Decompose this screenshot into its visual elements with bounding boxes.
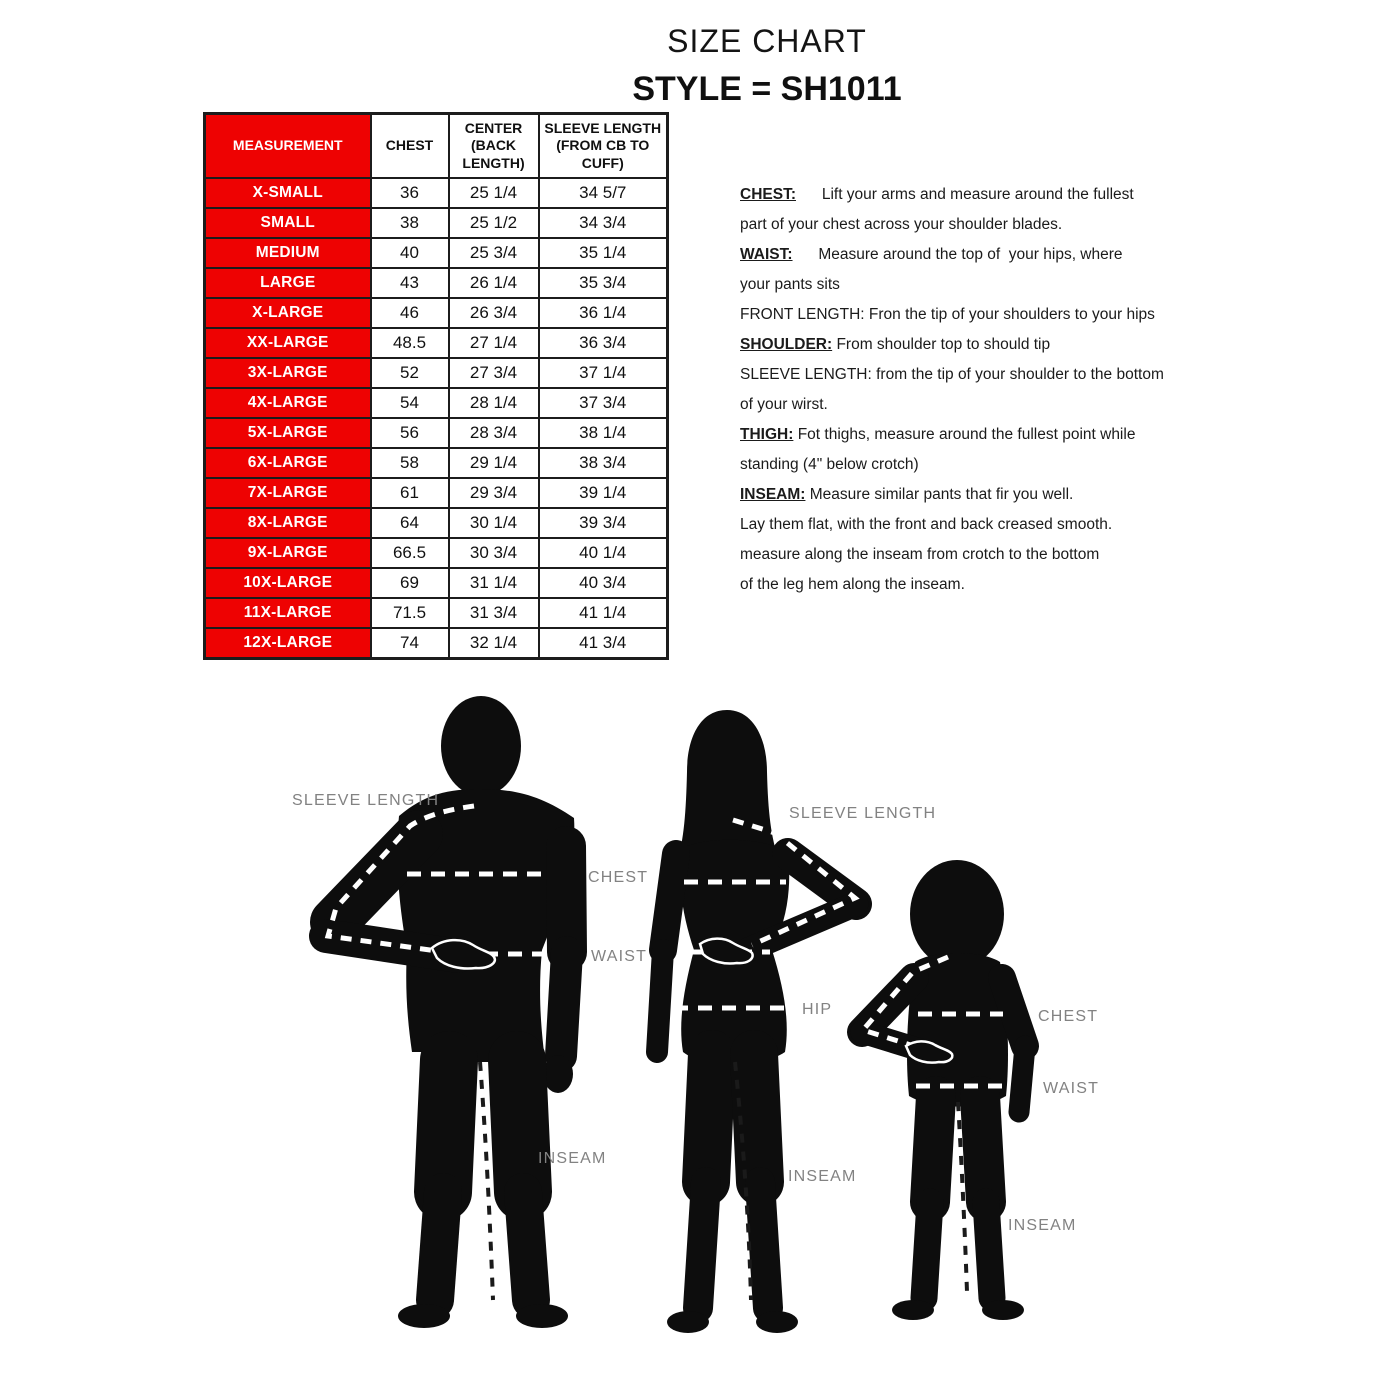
sleeve-cell: 39 3/4 <box>539 508 668 538</box>
table-row <box>205 328 668 358</box>
chest-cell: 43 <box>371 268 449 298</box>
size-table <box>203 112 669 660</box>
man-left-calf <box>435 1192 443 1300</box>
size-cell: X-LARGE <box>205 298 371 328</box>
chest-cell: 48.5 <box>371 328 449 358</box>
table-row <box>205 598 668 628</box>
instruction-line <box>740 330 1200 360</box>
center-back-cell: 29 3/4 <box>449 478 539 508</box>
size-cell: 9X-LARGE <box>205 538 371 568</box>
size-cell: 10X-LARGE <box>205 568 371 598</box>
man-silhouette <box>292 696 648 1328</box>
man-head <box>441 696 521 796</box>
table-row <box>205 388 668 418</box>
sleeve-cell: 36 3/4 <box>539 328 668 358</box>
sleeve-cell: 37 3/4 <box>539 388 668 418</box>
size-cell: 11X-LARGE <box>205 598 371 628</box>
size-cell: 7X-LARGE <box>205 478 371 508</box>
child-waist-label: WAIST <box>1043 1080 1100 1097</box>
table-row <box>205 358 668 388</box>
sleeve-cell: 38 3/4 <box>539 448 668 478</box>
man-right-forearm <box>561 952 567 1056</box>
size-cell: 6X-LARGE <box>205 448 371 478</box>
center-back-cell: 27 1/4 <box>449 328 539 358</box>
size-cell: LARGE <box>205 268 371 298</box>
instruction-text: your pants sits <box>740 276 840 293</box>
center-back-cell: 26 3/4 <box>449 298 539 328</box>
size-cell: SMALL <box>205 208 371 238</box>
col-header-sleeve-length: SLEEVE LENGTH (FROM CB TO CUFF) <box>539 114 668 179</box>
size-cell: X-SMALL <box>205 178 371 208</box>
man-left-thigh <box>443 1060 449 1192</box>
man-chest-label: CHEST <box>588 869 649 886</box>
instruction-line <box>740 420 1200 450</box>
center-back-cell: 29 1/4 <box>449 448 539 478</box>
man-waist-label: WAIST <box>591 948 648 965</box>
size-cell: 12X-LARGE <box>205 628 371 659</box>
woman-left-forearm <box>657 950 663 1052</box>
man-left-foot <box>398 1304 450 1328</box>
col-header-measurement: MEASUREMENT <box>205 114 371 179</box>
instruction-text: Measure similar pants that fir you well. <box>805 486 1074 503</box>
instruction-term: THIGH: <box>740 426 794 443</box>
woman-right-calf <box>760 1182 768 1308</box>
instruction-text: part of your chest across your shoulder blades. <box>740 216 1063 233</box>
center-back-cell: 28 3/4 <box>449 418 539 448</box>
instruction-line <box>740 390 1200 420</box>
instruction-text: Fot thighs, measure around the fullest point while <box>793 426 1136 443</box>
size-cell: XX-LARGE <box>205 328 371 358</box>
center-back-cell: 25 3/4 <box>449 238 539 268</box>
table-row <box>205 238 668 268</box>
child-left-calf <box>924 1202 930 1298</box>
woman-silhouette <box>657 710 936 1333</box>
page-title: SIZE CHART <box>667 23 867 59</box>
sleeve-cell: 34 3/4 <box>539 208 668 238</box>
man-right-foot <box>516 1304 568 1328</box>
woman-right-thigh <box>754 1054 760 1182</box>
size-cell: 5X-LARGE <box>205 418 371 448</box>
table-row <box>205 418 668 448</box>
table-row <box>205 268 668 298</box>
table-header-row <box>205 114 668 179</box>
woman-right-foot <box>756 1311 798 1333</box>
chest-cell: 64 <box>371 508 449 538</box>
instruction-line <box>740 570 1200 600</box>
body-silhouettes-figure <box>0 690 1400 1400</box>
instruction-term: SHOULDER: <box>740 336 833 353</box>
center-back-cell: 31 1/4 <box>449 568 539 598</box>
instruction-line <box>740 210 1200 240</box>
woman-left-upper-arm <box>663 854 676 950</box>
instruction-line <box>740 240 1200 270</box>
center-back-cell: 28 1/4 <box>449 388 539 418</box>
size-cell: MEDIUM <box>205 238 371 268</box>
center-back-cell: 27 3/4 <box>449 358 539 388</box>
center-back-cell: 26 1/4 <box>449 268 539 298</box>
chest-cell: 52 <box>371 358 449 388</box>
man-sleeve-length-label: SLEEVE LENGTH <box>292 792 440 809</box>
child-left-thigh <box>930 1096 936 1202</box>
table-row <box>205 508 668 538</box>
child-right-forearm <box>1019 1046 1025 1112</box>
instruction-text: of your wirst. <box>740 396 828 413</box>
sleeve-cell: 40 3/4 <box>539 568 668 598</box>
child-left-foot <box>892 1300 934 1320</box>
man-right-hand <box>543 1055 573 1093</box>
chest-cell: 61 <box>371 478 449 508</box>
woman-left-calf <box>698 1182 706 1308</box>
sleeve-cell: 39 1/4 <box>539 478 668 508</box>
child-chest-label: CHEST <box>1038 1008 1099 1025</box>
instruction-line <box>740 360 1200 390</box>
chest-cell: 69 <box>371 568 449 598</box>
table-row <box>205 448 668 478</box>
instruction-text: Measure around the top of your hips, where <box>792 246 1123 263</box>
woman-left-foot <box>667 1311 709 1333</box>
sleeve-cell: 38 1/4 <box>539 418 668 448</box>
chest-cell: 74 <box>371 628 449 659</box>
sleeve-cell: 40 1/4 <box>539 538 668 568</box>
man-inseam-label: INSEAM <box>538 1150 607 1167</box>
center-back-cell: 30 1/4 <box>449 508 539 538</box>
child-silhouette <box>862 860 1099 1320</box>
child-head <box>910 860 1004 968</box>
center-back-cell: 32 1/4 <box>449 628 539 659</box>
table-row <box>205 178 668 208</box>
sleeve-cell: 37 1/4 <box>539 358 668 388</box>
col-header-chest: CHEST <box>371 114 449 179</box>
col-header-center-back: CENTER (BACK LENGTH) <box>449 114 539 179</box>
measurement-instructions <box>740 180 1200 600</box>
chest-cell: 36 <box>371 178 449 208</box>
instruction-line <box>740 180 1200 210</box>
table-row <box>205 538 668 568</box>
instruction-line <box>740 450 1200 480</box>
sleeve-cell: 35 1/4 <box>539 238 668 268</box>
child-right-thigh <box>980 1096 986 1202</box>
chest-cell: 56 <box>371 418 449 448</box>
size-cell: 8X-LARGE <box>205 508 371 538</box>
sleeve-cell: 34 5/7 <box>539 178 668 208</box>
child-inseam-label: INSEAM <box>1008 1217 1077 1234</box>
sleeve-cell: 41 1/4 <box>539 598 668 628</box>
instruction-text: Lay them flat, with the front and back creased smooth. <box>740 516 1113 533</box>
table-row <box>205 568 668 598</box>
sleeve-cell: 35 3/4 <box>539 268 668 298</box>
child-right-foot <box>982 1300 1024 1320</box>
table-row <box>205 208 668 238</box>
instruction-text: measure along the inseam from crotch to the bottom <box>740 546 1100 563</box>
sleeve-cell: 41 3/4 <box>539 628 668 659</box>
chest-cell: 38 <box>371 208 449 238</box>
instruction-term: WAIST: <box>740 246 793 263</box>
instruction-line <box>740 480 1200 510</box>
center-back-cell: 25 1/4 <box>449 178 539 208</box>
instruction-line <box>740 510 1200 540</box>
chest-cell: 58 <box>371 448 449 478</box>
instruction-line <box>740 300 1200 330</box>
man-right-thigh <box>517 1060 523 1192</box>
chest-cell: 71.5 <box>371 598 449 628</box>
sleeve-cell: 36 1/4 <box>539 298 668 328</box>
child-right-calf <box>986 1202 992 1298</box>
table-row <box>205 478 668 508</box>
instruction-term: CHEST: <box>740 186 796 203</box>
center-back-cell: 30 3/4 <box>449 538 539 568</box>
woman-sleeve-length-label: SLEEVE LENGTH <box>789 805 937 822</box>
woman-hip-label: HIP <box>802 1001 833 1018</box>
instruction-text: standing (4" below crotch) <box>740 456 919 473</box>
size-cell: 3X-LARGE <box>205 358 371 388</box>
woman-left-thigh <box>706 1054 712 1182</box>
instruction-text: From shoulder top to should tip <box>832 336 1051 353</box>
chest-cell: 46 <box>371 298 449 328</box>
woman-inseam-label: INSEAM <box>788 1168 857 1185</box>
instruction-term: INSEAM: <box>740 486 806 503</box>
table-row <box>205 628 668 659</box>
center-back-cell: 25 1/2 <box>449 208 539 238</box>
size-cell: 4X-LARGE <box>205 388 371 418</box>
instruction-text: SLEEVE LENGTH: from the tip of your shoulder to the bottom <box>740 366 1164 383</box>
chest-cell: 54 <box>371 388 449 418</box>
table-row <box>205 298 668 328</box>
style-code: STYLE = SH1011 <box>632 70 902 108</box>
instruction-text: FRONT LENGTH: Fron the tip of your shoulders to your hips <box>740 306 1155 323</box>
man-right-calf <box>523 1192 531 1300</box>
instruction-line <box>740 540 1200 570</box>
instruction-line <box>740 270 1200 300</box>
chest-cell: 40 <box>371 238 449 268</box>
chest-cell: 66.5 <box>371 538 449 568</box>
instruction-text: of the leg hem along the inseam. <box>740 576 965 593</box>
center-back-cell: 31 3/4 <box>449 598 539 628</box>
instruction-text: Lift your arms and measure around the fullest <box>795 186 1134 203</box>
